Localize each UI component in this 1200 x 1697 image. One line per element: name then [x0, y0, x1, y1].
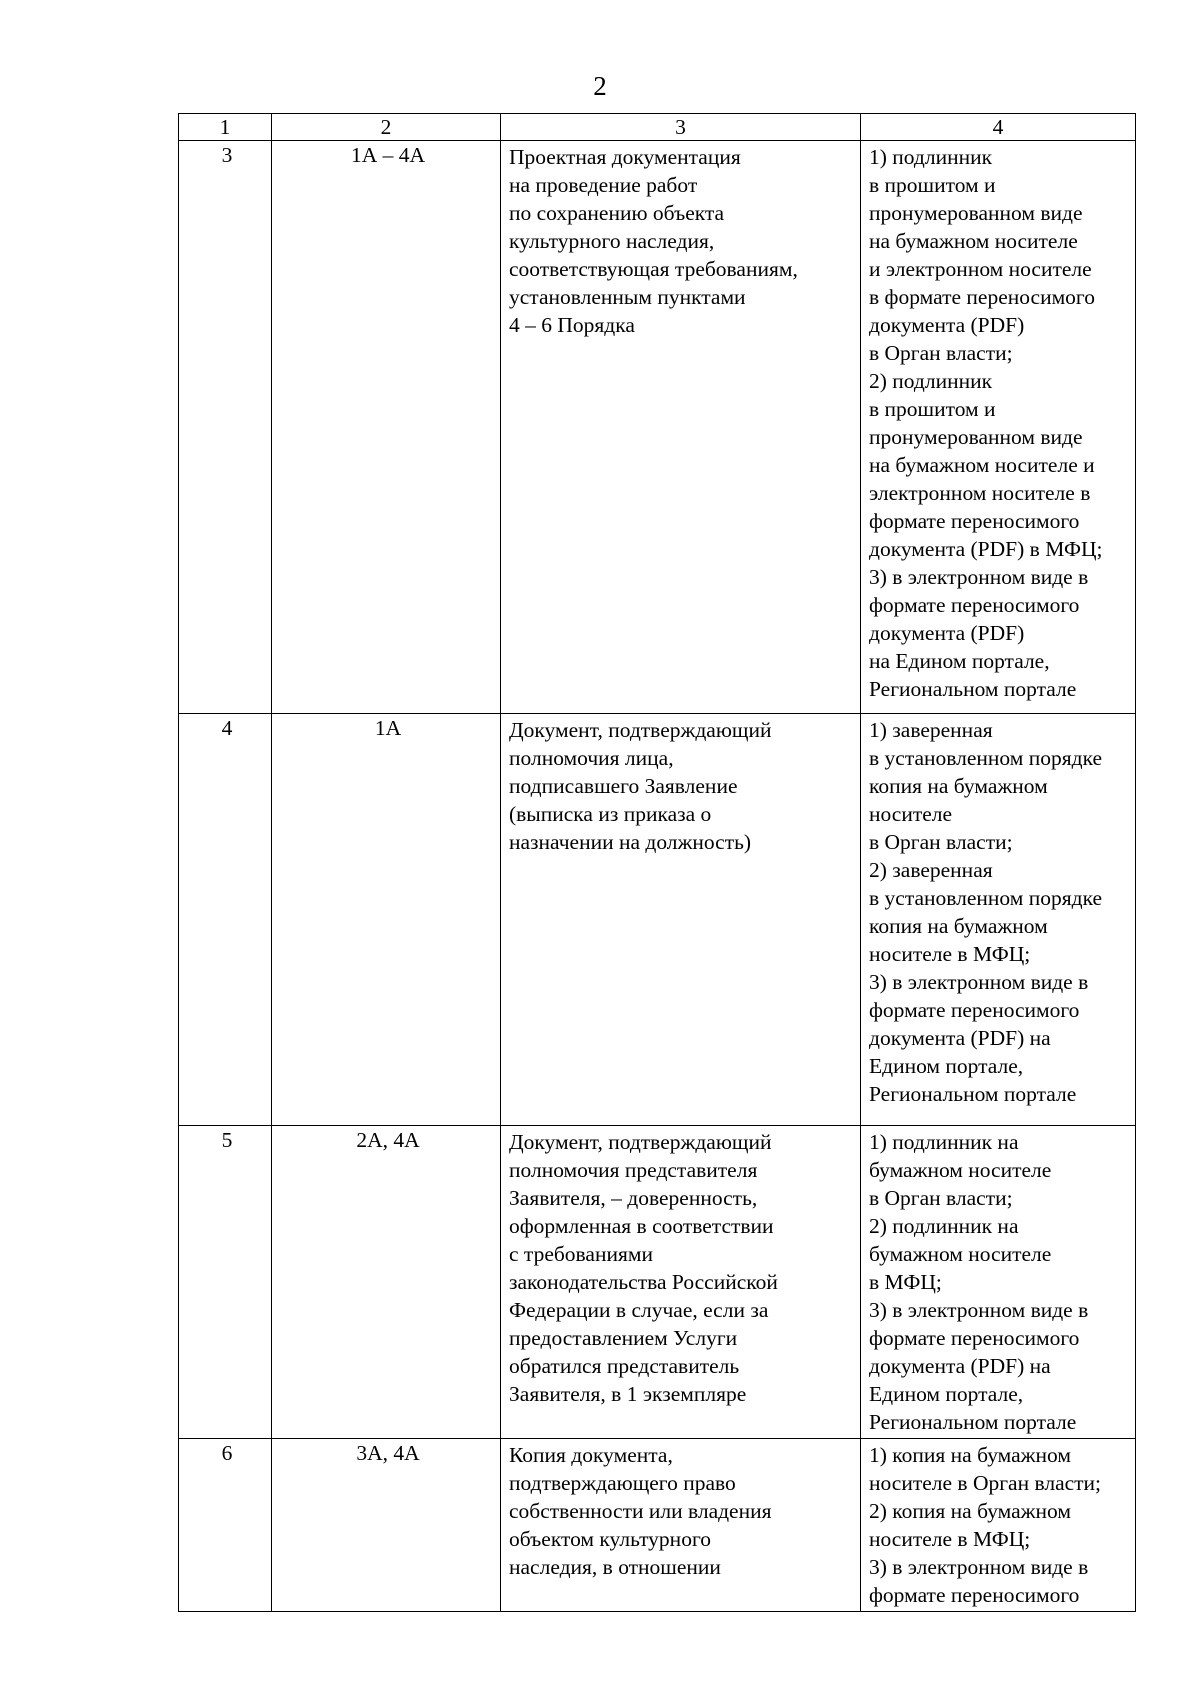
- submission-form-text: 1) заверенная в установленном порядке копия на бумажном носителе в Орган власти; 2) заверенная в установленном порядке копия на бумажном носителе в МФЦ; 3) в электронном виде в формате переносимого документа (PDF) на Едином портале, Региональном портале: [869, 718, 1103, 1106]
- document-name-cell: [501, 141, 861, 714]
- table-header-row: [179, 114, 1136, 141]
- document-name-text: Проектная документация на проведение работ по сохранению объекта культурного наследия, соответствующая требованиям, установленным пунктами 4 – 6 Порядка: [509, 145, 798, 337]
- document-name-cell: [501, 1439, 861, 1612]
- codes-cell: 1А: [272, 714, 501, 1126]
- document-name-text: Документ, подтверждающий полномочия представителя Заявителя, – доверенность, оформленная в соответствии с требованиями законодательства Российской Федерации в случае, если за предоставлением Услуги обратился представитель Заявителя, в 1 экземпляре: [509, 1130, 778, 1406]
- header-cell-3: 3: [501, 114, 861, 141]
- row-number-cell: 3: [179, 141, 272, 714]
- submission-form-cell: [861, 141, 1136, 714]
- row-number-cell: 4: [179, 714, 272, 1126]
- codes-cell: 1А – 4А: [272, 141, 501, 714]
- document-name-cell: [501, 714, 861, 1126]
- submission-form-cell: [861, 1439, 1136, 1612]
- submission-form-text: 1) подлинник в прошитом и пронумерованном виде на бумажном носителе и электронном носителе в формате переносимого документа (PDF) в Орган власти; 2) подлинник в прошитом и пронумерованном виде на бумажном носителе и электронном носителе в формате переносимого документа (PDF) в МФЦ; 3) в электронном виде в формате переносимого документа (PDF) на Едином портале, Региональном портале: [869, 145, 1103, 701]
- table-row: [179, 1439, 1136, 1612]
- row-number-cell: 5: [179, 1126, 272, 1439]
- header-cell-2: 2: [272, 114, 501, 141]
- submission-form-cell: [861, 714, 1136, 1126]
- page-number: 2: [593, 71, 607, 101]
- document-name-text: Документ, подтверждающий полномочия лица, подписавшего Заявление (выписка из приказа о назначении на должность): [509, 718, 772, 854]
- documents-table: [178, 113, 1136, 1612]
- table-row: [179, 141, 1136, 714]
- document-name-text: Копия документа, подтверждающего право собственности или владения объектом культурного наследия, в отношении: [509, 1443, 772, 1579]
- document-name-cell: [501, 1126, 861, 1439]
- table-row: [179, 714, 1136, 1126]
- header-cell-1: 1: [179, 114, 272, 141]
- submission-form-text: 1) подлинник на бумажном носителе в Орган власти; 2) подлинник на бумажном носителе в МФЦ; 3) в электронном виде в формате переносимого документа (PDF) на Едином портале, Региональном портале: [869, 1130, 1089, 1434]
- codes-cell: 3А, 4А: [272, 1439, 501, 1612]
- submission-form-text: 1) копия на бумажном носителе в Орган власти; 2) копия на бумажном носителе в МФЦ; 3) в электронном виде в формате переносимого: [869, 1443, 1102, 1607]
- row-number-cell: 6: [179, 1439, 272, 1612]
- header-cell-4: 4: [861, 114, 1136, 141]
- table-row: [179, 1126, 1136, 1439]
- codes-cell: 2А, 4А: [272, 1126, 501, 1439]
- submission-form-cell: [861, 1126, 1136, 1439]
